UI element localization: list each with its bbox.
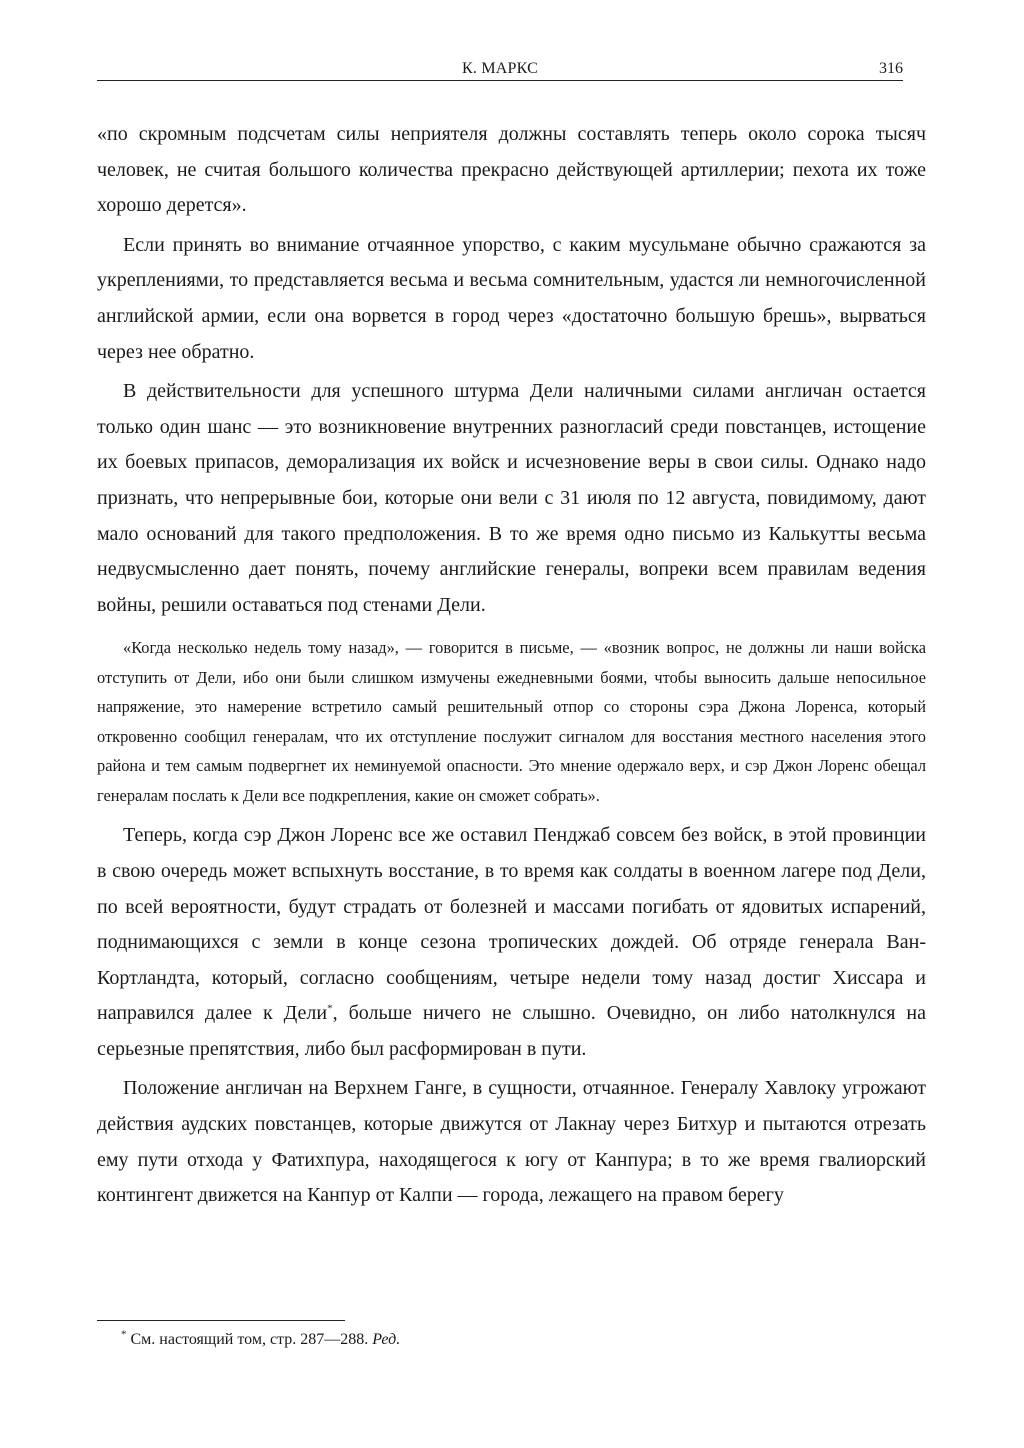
- paragraph-continued: «по скромным подсчетам силы неприятеля должны составлять теперь около сорока тысяч человек, не считая большого количества прекрасно действующей артиллерии; пехота их тоже хорошо дерется».: [97, 123, 926, 217]
- paragraph: В действительности для успешного штурма Дели наличными силами англичан остается только один шанс — это возникновение внутренних разногласий среди повстанцев, истощение их боевых припасов, деморализация их войск и исчезновение веры в свои силы. Однако надо признать, что непрерывные бои, которые они вели с 31 июля по 12 августа, повидимому, дают мало оснований для такого предположения. В то же время одно письмо из Калькутты весьма недвусмысленно дает понять, почему английские генералы, вопреки всем правилам ведения войны, решили оставаться под стенами Дели.: [97, 380, 926, 616]
- paragraph: Если принять во внимание отчаянное упорство, с каким мусульмане обычно сражаются за укреплениями, то представляется весьма и весьма сомнительным, удастся ли немногочисленной английской армии, если она ворвется в город через «достаточно большую брешь», вырваться через нее обратно.: [97, 233, 926, 363]
- paragraph-with-footnote: [97, 818, 926, 1067]
- header-author: К. МАРКС: [462, 60, 538, 77]
- running-header: [97, 58, 903, 81]
- block-quote: «Когда несколько недель тому назад», — говорится в письме, — «возник вопрос, не должны ли наши войска отступить от Дели, ибо они были слишком измучены ежедневными боями, чтобы выносить дальше непосильное напряжение, это намерение встретило самый решительный отпор со стороны сэра Джона Лоренса, который откровенно сообщил генералам, что их отступление послужит сигналом для восстания местного населения этого района и тем самым подвергнет их неминуемой опасности. Это мнение одержало верх, и сэр Джон Лоренс обещал генералам послать к Дели все подкрепления, какие он сможет собрать».: [97, 638, 926, 805]
- footnote-mark: *: [121, 1328, 127, 1341]
- paragraph: Положение англичан на Верхнем Ганге, в сущности, отчаянное. Генералу Хавлоку угрожают действия аудских повстанцев, которые движутся от Лакнау через Битхур и пытаются отрезать ему пути отхода у Фатихпура, находящегося к югу от Канпура; в то же время гвалиорский контингент движется на Канпур от Калпи — города, лежащего на правом берегу: [97, 1077, 926, 1207]
- footnote-reference[interactable]: *: [327, 1002, 333, 1015]
- footnote-divider: [97, 1320, 345, 1321]
- main-text: [97, 117, 926, 1214]
- paragraph-text: Теперь, когда сэр Джон Лоренс все же оставил Пенджаб совсем без войск, в этой провинции в свою очередь может вспыхнуть восстание, в то время как солдаты в военном лагере под Дели, по всей вероятности, будут страдать от болезней и массами погибать от ядовитых испарений, поднимающихся с земли в конце сезона тропических дождей. Об отряде генерала Ван-Кортландта, который, согласно сообщениям, четыре недели тому назад достиг Хиссара и направился далее к Дели: [97, 824, 926, 1025]
- footnote: [121, 1329, 400, 1351]
- footnote-editor-note: Ред.: [372, 1331, 401, 1348]
- footnote-text: См. настоящий том, стр. 287—288.: [126, 1331, 373, 1348]
- paragraph-text: , больше ничего не слышно. Очевидно, он либо натолкнулся на серьезные препятствия, либо был расформирован в пути.: [97, 1002, 927, 1060]
- page-number: 316: [879, 60, 903, 77]
